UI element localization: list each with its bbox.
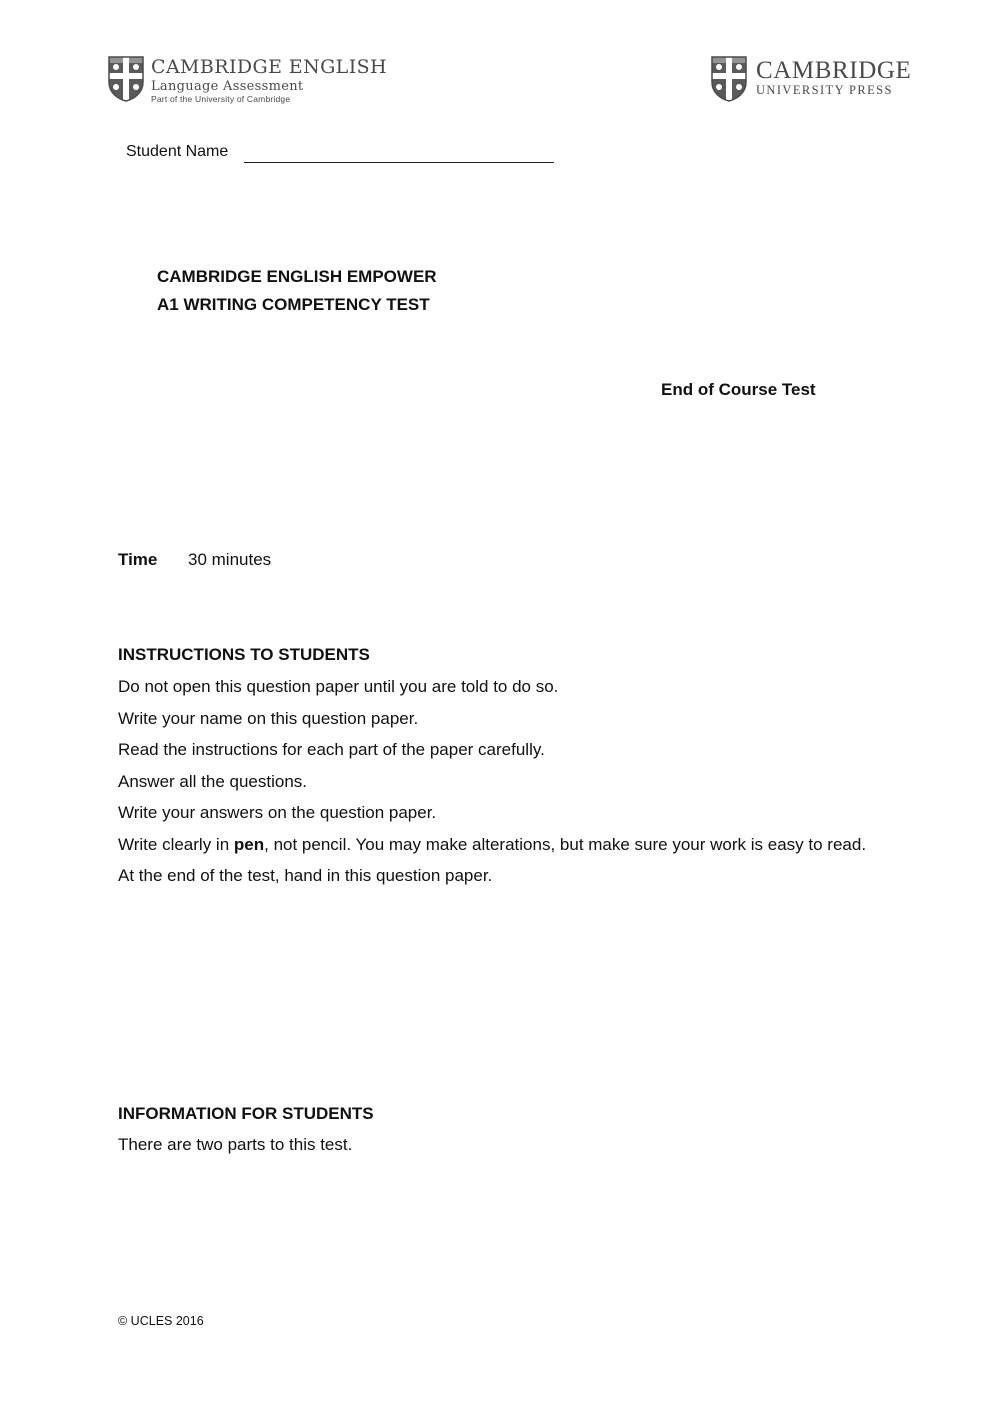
copyright-notice: © UCLES 2016 (118, 1314, 204, 1328)
instruction-pen-bold: pen (233, 834, 265, 854)
instruction-item: Do not open this question paper until you are told to do so. (118, 677, 559, 696)
instructions-heading: INSTRUCTIONS TO STUDENTS (118, 645, 370, 664)
logo-left-tagline: Part of the University of Cambridge (151, 94, 291, 104)
logo-right-subtitle: UNIVERSITY PRESS (756, 83, 893, 97)
university-crest-icon (711, 56, 747, 102)
instructions-list (118, 676, 916, 897)
instruction-item: Write your name on this question paper. (118, 708, 419, 728)
information-text: There are two parts to this test. (118, 1135, 353, 1154)
student-name-field[interactable] (244, 162, 554, 163)
test-type: End of Course Test (661, 380, 816, 399)
student-name-label: Student Name (126, 143, 229, 160)
cambridge-english-logo (108, 56, 387, 104)
test-title-line-2: A1 WRITING COMPETENCY TEST (157, 295, 430, 314)
instruction-item: Write your answers on the question paper. (118, 803, 437, 822)
instruction-pen-after: , not pencil. You may make alterations, but make sure your work is easy to read. (264, 834, 867, 854)
test-title-line-1: CAMBRIDGE ENGLISH EMPOWER (157, 267, 437, 286)
logo-right-title: CAMBRIDGE (756, 57, 912, 84)
information-heading: INFORMATION FOR STUDENTS (118, 1104, 374, 1123)
university-crest-icon (108, 56, 144, 102)
instruction-pen-before: Write clearly in (118, 834, 234, 854)
instruction-item: Read the instructions for each part of the paper carefully. (118, 740, 545, 759)
logo-left-subtitle: Language Assessment (151, 79, 304, 94)
cambridge-university-press-logo (711, 56, 911, 102)
logo-left-title: CAMBRIDGE ENGLISH (151, 56, 387, 78)
instruction-item: Answer all the questions. (118, 771, 307, 791)
instruction-item: At the end of the test, hand in this question paper. (118, 866, 493, 885)
instruction-item-pen (118, 834, 916, 855)
time-value: 30 minutes (188, 550, 272, 569)
time-label: Time (118, 550, 158, 569)
